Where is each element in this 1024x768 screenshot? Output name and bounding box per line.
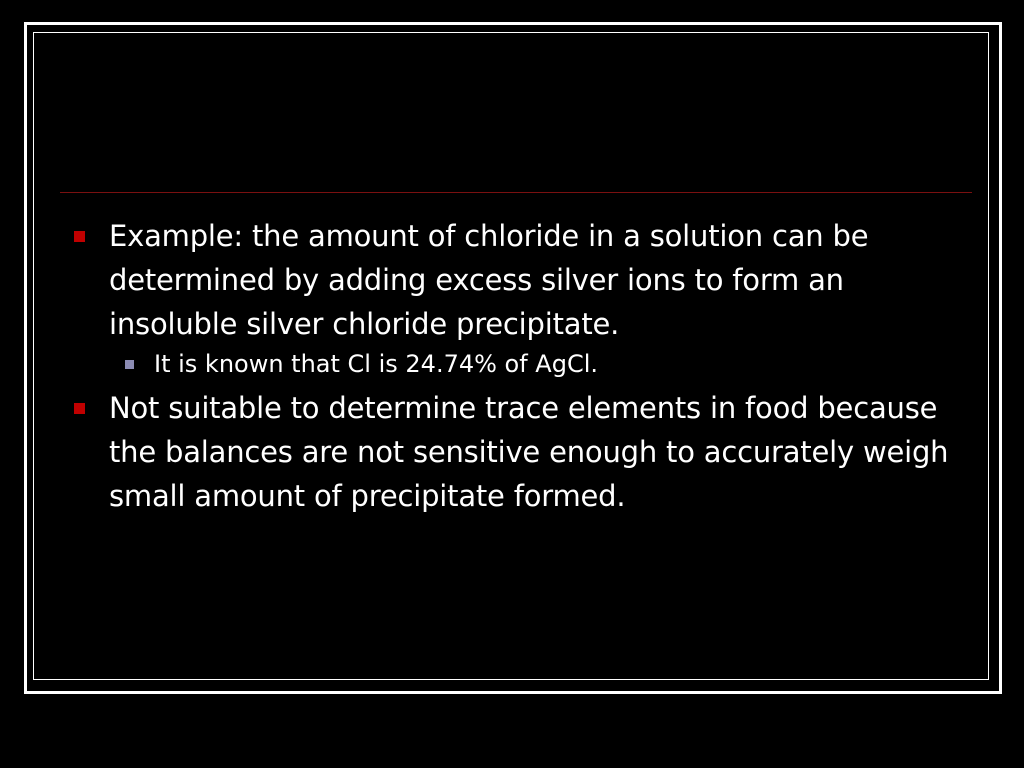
bullet-item <box>72 386 952 518</box>
bullet-text: Example: the amount of chloride in a solution can be determined by adding excess silver ions to form an insoluble silver chloride precipitate. <box>109 219 869 341</box>
square-bullet-icon <box>74 403 85 414</box>
square-bullet-icon <box>74 231 85 242</box>
sub-bullet-item <box>72 346 952 382</box>
sub-bullet-text: It is known that Cl is 24.74% of AgCl. <box>154 350 599 378</box>
square-bullet-icon <box>125 360 134 369</box>
bullet-text: Not suitable to determine trace elements in food because the balances are not sensitive enough to accurately weigh small amount of precipitate formed. <box>109 391 949 513</box>
bullet-item <box>72 214 952 346</box>
title-divider-line <box>60 192 972 193</box>
slide-body <box>72 214 952 518</box>
